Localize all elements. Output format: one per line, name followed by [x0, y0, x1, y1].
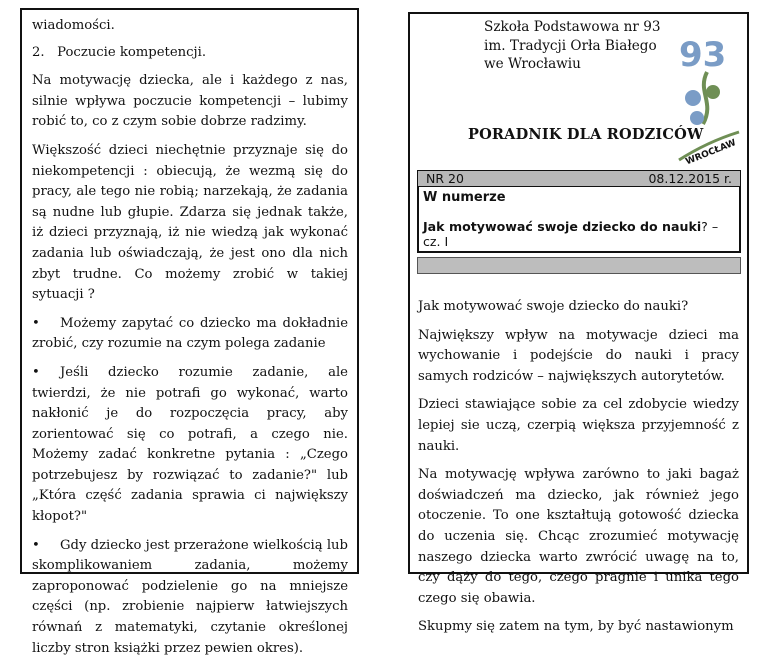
- right-page: [408, 12, 749, 635]
- bullet-text: Możemy zapytać co dziecko ma dokładnie zrobić, czy rozumie na czym polega zadanie: [32, 315, 348, 352]
- paragraph: Dzieci stawiające sobie za cel zdobycie wiedzy lepiej sie uczą, czerpią większa przyjemność z nauki.: [418, 397, 739, 454]
- bullet-marker: •: [32, 537, 40, 553]
- paragraph: Skupmy się zatem na tym, by być nastawionym: [418, 619, 734, 635]
- in-this-issue-box: [417, 187, 741, 253]
- paragraph: Na motywację dziecka, ale i każdego z nas, silnie wpływa poczucie kompetencji – lubimy robić to, co z czym sobie dobrze radzimy.: [32, 73, 348, 130]
- article-body: [418, 297, 739, 646]
- school-line: we Wrocławiu: [484, 56, 581, 73]
- logo-text: WROCŁAW: [684, 138, 738, 168]
- bullet-text: Jeśli dziecko rozumie zadanie, ale twierdzi, że nie potrafi go wykonać, warto nakłonić je do rozpoczęcia pracy, aby zorientować się co potrafi, a czego nie. Możemy zadać konkretne pytania : „Czego potrzebujesz by rozwiązać to zadanie?" lub „Która część zadania sprawia ci największy kłopot?": [32, 364, 348, 525]
- bullet-item: [32, 536, 348, 659]
- paragraph: Największy wpływ na motywacje dzieci ma wychowanie i podejście do nauki i pracy samych rodziców – największych autorytetów.: [418, 327, 739, 384]
- section-heading: 2. Poczucie kompetencji.: [32, 44, 207, 60]
- school-name: [484, 18, 661, 74]
- bullet-marker: •: [32, 315, 40, 331]
- newsletter-header: [410, 14, 747, 170]
- bullet-marker: •: [32, 364, 40, 380]
- issue-bar: [417, 170, 741, 187]
- bullet-item: [32, 363, 348, 528]
- paragraph: wiadomości.: [32, 18, 115, 33]
- issue-number: NR 20: [426, 171, 464, 186]
- article-heading: Jak motywować swoje dziecko do nauki?: [418, 299, 689, 314]
- in-this-issue-label: W numerze: [423, 190, 506, 205]
- logo-number: 93: [679, 35, 727, 75]
- left-page: [20, 8, 359, 656]
- paragraph: Na motywację wpływa zarówno to jaki bagaż doświadczeń ma dziecko, jak również jego otoczenie. To one kształtują gotowość dziecka do uczenia się. Chcąc zrozumieć motywację naszego dziecka warto zwrócić uwagę na to, czy dąży do tego, czego pragnie i unika tego czego się obawia.: [418, 467, 739, 606]
- divider-bar: [417, 257, 741, 274]
- in-this-issue-article: [423, 219, 739, 249]
- paragraph: Większość dzieci niechętnie przyznaje się do niekompetencji : obiecują, że wezmą się do pracy, ale tego nie robią; narzekają, że zadania są nudne lub głupie. Zdarza się jednak także, iż dzieci przyznają, iż nie wiedzą jak wykonać zadania lub oświadczają, że jest ono dla nich zbyt trudne. Co możemy zrobić w takiej sytuacji ?: [32, 142, 348, 303]
- school-line: Szkoła Podstawowa nr 93: [484, 19, 661, 35]
- article-title-bold: Jak motywować swoje dziecko do nauki: [423, 219, 702, 234]
- article-title-rest: ? – cz. I: [423, 219, 719, 249]
- bullet-item: [32, 314, 348, 355]
- school-logo: [677, 32, 743, 168]
- newsletter-title: PORADNIK DLA RODZICÓW: [468, 126, 704, 143]
- bullet-text: Gdy dziecko jest przerażone wielkością lub skomplikowaniem zadania, możemy zaproponować podzielenie go na mniejsze części (np. zrobienie najpierw łatwiejszych równań z matematyki, czytanie określonej liczby stron książki przez pewien okres).: [32, 537, 348, 656]
- issue-date: 08.12.2015 r.: [648, 171, 732, 186]
- school-line: im. Tradycji Orła Białego: [484, 37, 657, 54]
